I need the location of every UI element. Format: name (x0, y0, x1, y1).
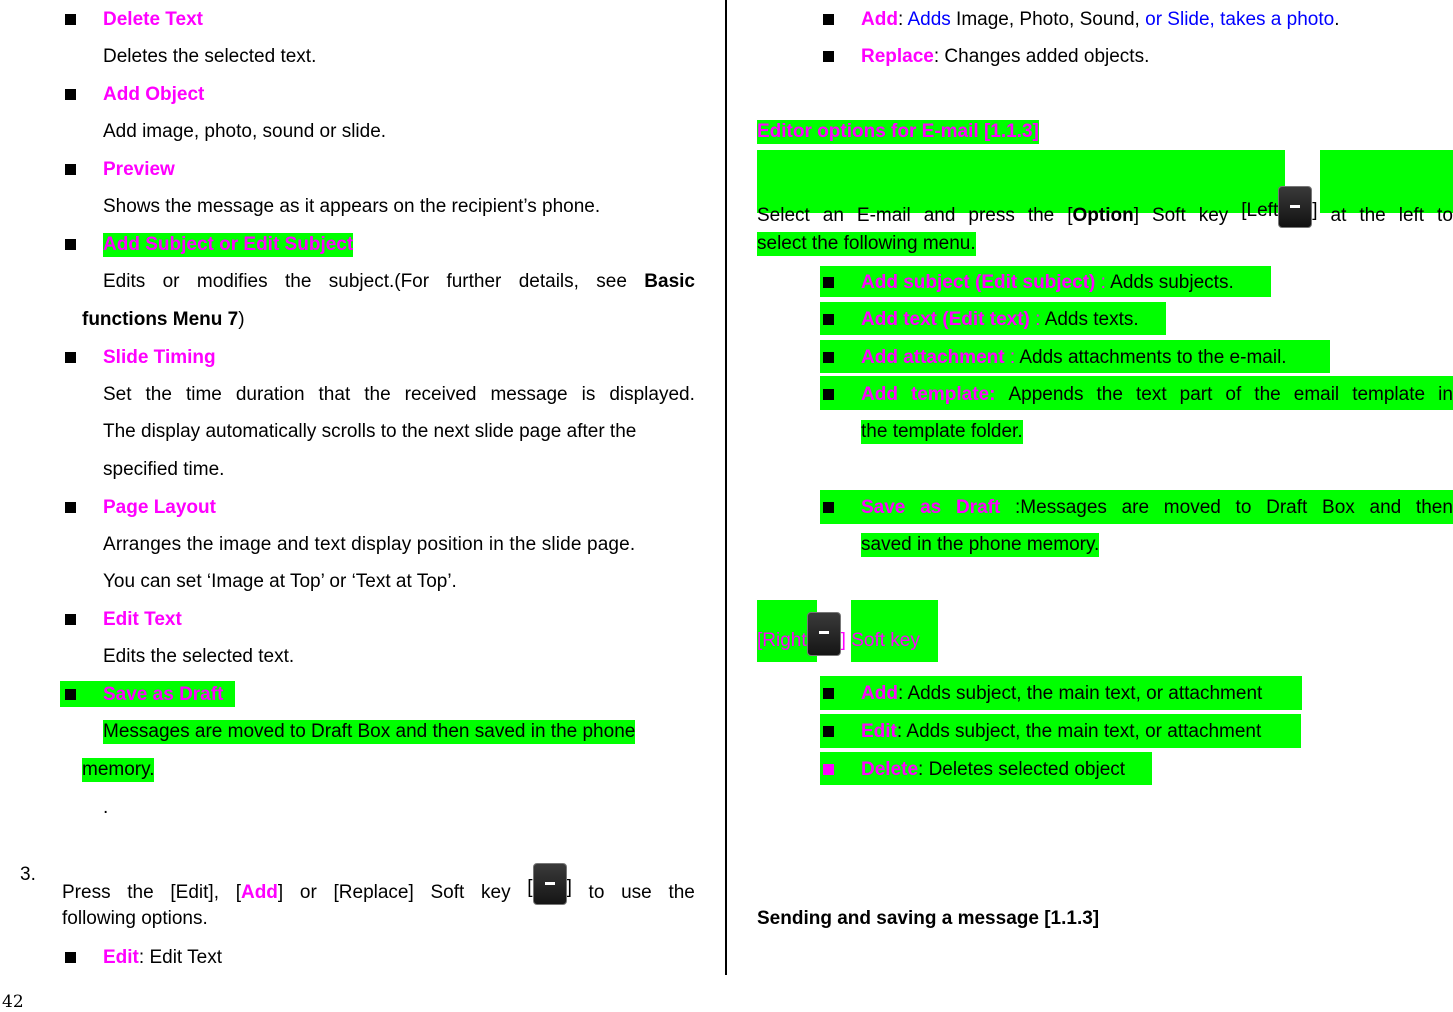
save-draft-line2: saved in the phone memory. (861, 534, 1100, 555)
word: email (1293, 384, 1340, 405)
bullet-icon (65, 502, 76, 513)
replace-item (861, 45, 1149, 69)
add-item (861, 8, 1339, 32)
word: Soft (430, 882, 465, 903)
word: :Messages (1015, 497, 1107, 518)
right-soft-key-line (757, 612, 920, 665)
add-subject-desc-line1 (103, 270, 695, 294)
word: Box (1322, 497, 1355, 518)
word: Press (62, 882, 111, 903)
word: left (1398, 205, 1425, 226)
delete-text-heading: Delete Text (103, 9, 203, 30)
word: press (968, 205, 1015, 226)
bracket: ] (277, 882, 284, 903)
word: Save (861, 497, 906, 518)
slide-timing-line1 (103, 383, 695, 407)
left-key-ref (1241, 186, 1317, 228)
bullet-icon (823, 314, 834, 325)
bullet-icon (823, 688, 834, 699)
bullet-icon (823, 502, 834, 513)
bracket: ] (1133, 205, 1139, 226)
word: E-mail (856, 205, 911, 226)
word: [Replace] (333, 882, 414, 903)
right-key-item (861, 720, 1261, 744)
word: Draft (955, 497, 1001, 518)
word: of (1225, 384, 1242, 405)
save-draft-line2: memory. (82, 759, 155, 780)
bullet-icon (823, 277, 834, 288)
item-desc: Adds attachments to the e-mail. (1019, 347, 1287, 368)
delete-text-desc: Deletes the selected text. (103, 46, 317, 67)
word: the (1254, 384, 1281, 405)
right-key-item (861, 682, 1262, 706)
edit-text-desc: Edits the selected text. (103, 646, 295, 667)
colon: : (897, 9, 908, 30)
word: part (1179, 384, 1213, 405)
item-label: Add subject (Edit subject) (861, 272, 1096, 293)
bullet-icon (823, 764, 834, 775)
bracket: [ (527, 877, 533, 898)
option-label: Option (1072, 205, 1134, 226)
bullet-icon (823, 51, 834, 62)
bullet-icon (65, 952, 76, 963)
add-template-line2: the template folder. (861, 421, 1023, 442)
select-line2: select the following menu. (757, 233, 976, 254)
step3-line1 (62, 863, 695, 905)
soft-key-label: ] Soft key (840, 630, 920, 651)
word: the (1027, 205, 1055, 226)
bullet-icon (65, 352, 76, 363)
bracket: ] (566, 877, 572, 898)
page-layout-line2: You can set ‘Image at Top’ or ‘Text at Top’. (103, 571, 457, 592)
sep: : (1095, 272, 1111, 293)
add-label: Add (861, 9, 898, 30)
word: [Edit], (170, 882, 219, 903)
word: the (127, 882, 154, 903)
bullet-icon (823, 14, 834, 25)
word: key (481, 882, 511, 903)
close-paren: ) (238, 309, 245, 330)
email-item (861, 308, 1139, 332)
word: template (1352, 384, 1426, 405)
replace-label: Replace (861, 46, 934, 67)
bullet-icon (823, 726, 834, 737)
word: to (1235, 497, 1252, 518)
word: details, (518, 271, 579, 292)
edit-label: Edit (103, 947, 139, 968)
word: use (621, 882, 652, 903)
tail-text: or Slide, takes a photo (1145, 9, 1335, 30)
item-label: Add attachment (861, 347, 1005, 368)
preview-heading: Preview (103, 159, 175, 180)
save-draft-heading: Save as Draft (103, 684, 224, 705)
word: Draft (1266, 497, 1308, 518)
item-desc: : Adds subject, the main text, or attachment (896, 721, 1262, 742)
word: to (1437, 205, 1453, 226)
page-number: 42 (2, 992, 24, 1012)
adds-word: Adds (907, 9, 951, 30)
save-draft-line1 (861, 496, 1453, 520)
add-word (236, 881, 284, 905)
word: or (162, 271, 180, 292)
word: then (1415, 497, 1453, 518)
word: Soft (1151, 205, 1186, 226)
edit-text-heading: Edit Text (103, 609, 182, 630)
email-item (861, 346, 1287, 370)
word: at (1330, 205, 1347, 226)
add-template-line1 (861, 383, 1453, 407)
word: an (822, 205, 844, 226)
item-desc: : Adds subject, the main text, or attachment (897, 683, 1263, 704)
right-key-item (861, 758, 1125, 782)
bracket: ] (1312, 200, 1318, 221)
word: as (920, 497, 942, 518)
word: are (1121, 497, 1150, 518)
sep: : (1029, 309, 1045, 330)
word: to (588, 882, 605, 903)
word: and (923, 205, 956, 226)
step-number: 3. (20, 864, 36, 885)
replace-desc: : Changes added objects. (933, 46, 1150, 67)
edit-desc: : Edit Text (138, 947, 222, 968)
word: time (185, 384, 222, 405)
soft-key-icon (807, 612, 841, 656)
word: the (1096, 384, 1123, 405)
soft-key-icon (1278, 186, 1312, 228)
word: message (490, 384, 568, 405)
bracket: [ (235, 882, 241, 903)
bullet-icon (65, 689, 76, 700)
column-divider (725, 0, 727, 975)
page-layout-line1: Arranges the image and text display position in the slide page. (103, 534, 636, 555)
word: the (364, 384, 391, 405)
word: modifies (196, 271, 268, 292)
word: Appends (1008, 384, 1084, 405)
add-subject-heading: Add Subject or Edit Subject (103, 234, 354, 255)
preview-desc: Shows the message as it appears on the recipient’s phone. (103, 196, 601, 217)
word: duration (235, 384, 305, 405)
soft-key-icon (533, 863, 567, 905)
sep: : (1004, 347, 1020, 368)
step3-line2: following options. (62, 908, 208, 929)
word: further (446, 271, 502, 292)
word: that (318, 384, 351, 405)
bullet-icon (823, 389, 834, 400)
slide-timing-line3: specified time. (103, 459, 225, 480)
word: and (1369, 497, 1402, 518)
right-label: [Right (757, 630, 807, 651)
word-bold: Basic (644, 271, 695, 292)
word: in (1438, 384, 1453, 405)
item-label: Add (861, 683, 898, 704)
word: Set (103, 384, 132, 405)
bullet-icon (65, 239, 76, 250)
word: is (581, 384, 596, 405)
sending-heading: Sending and saving a message [1.1.3] (757, 908, 1100, 929)
word: template: (910, 384, 996, 405)
word: key (1198, 205, 1229, 226)
word: Select (757, 205, 810, 226)
page-layout-heading: Page Layout (103, 497, 216, 518)
soft-key-ref (527, 863, 572, 905)
word: [Left (1241, 200, 1279, 221)
word: received (404, 384, 477, 405)
word: displayed. (609, 384, 695, 405)
email-editor-heading: Editor options for E-mail [1.1.3] (757, 121, 1039, 142)
item-desc: Adds texts. (1044, 309, 1139, 330)
add-subject-desc-line2 (82, 308, 245, 332)
select-line1 (757, 186, 1453, 228)
word: the (284, 271, 312, 292)
item-label: Add text (Edit text) (861, 309, 1030, 330)
mid-text: Image, Photo, Sound, (950, 9, 1146, 30)
word: or (299, 882, 317, 903)
bracket: [ (1067, 205, 1073, 226)
word: text (1135, 384, 1167, 405)
bullet-icon (65, 614, 76, 625)
period: . (1334, 9, 1340, 30)
bullet-icon (65, 164, 76, 175)
item-label: Edit (861, 721, 897, 742)
word: moved (1163, 497, 1221, 518)
item-label: Delete (861, 759, 919, 780)
slide-timing-heading: Slide Timing (103, 347, 216, 368)
email-item (861, 271, 1234, 295)
edit-item (103, 946, 222, 970)
save-draft-line1: Messages are moved to Draft Box and then saved in the phone (103, 721, 636, 742)
item-desc: : Deletes selected object (918, 759, 1126, 780)
word: subject.(For (328, 271, 430, 292)
word: see (596, 271, 627, 292)
word: the (145, 384, 172, 405)
bullet-icon (823, 352, 834, 363)
bold-ref: functions Menu 7 (82, 309, 239, 330)
add-object-heading: Add Object (103, 84, 205, 105)
word: Edits (103, 271, 146, 292)
option-ref (1067, 204, 1139, 228)
word: the (1359, 205, 1386, 226)
bullet-icon (65, 89, 76, 100)
slide-timing-line2: The display automatically scrolls to the next slide page after the (103, 421, 637, 442)
word: Add (861, 384, 898, 405)
item-desc: Adds subjects. (1110, 272, 1234, 293)
bullet-icon (65, 14, 76, 25)
stray-dot: . (103, 797, 109, 818)
word: the (668, 882, 695, 903)
add-object-desc: Add image, photo, sound or slide. (103, 121, 387, 142)
add-label: Add (240, 882, 278, 903)
